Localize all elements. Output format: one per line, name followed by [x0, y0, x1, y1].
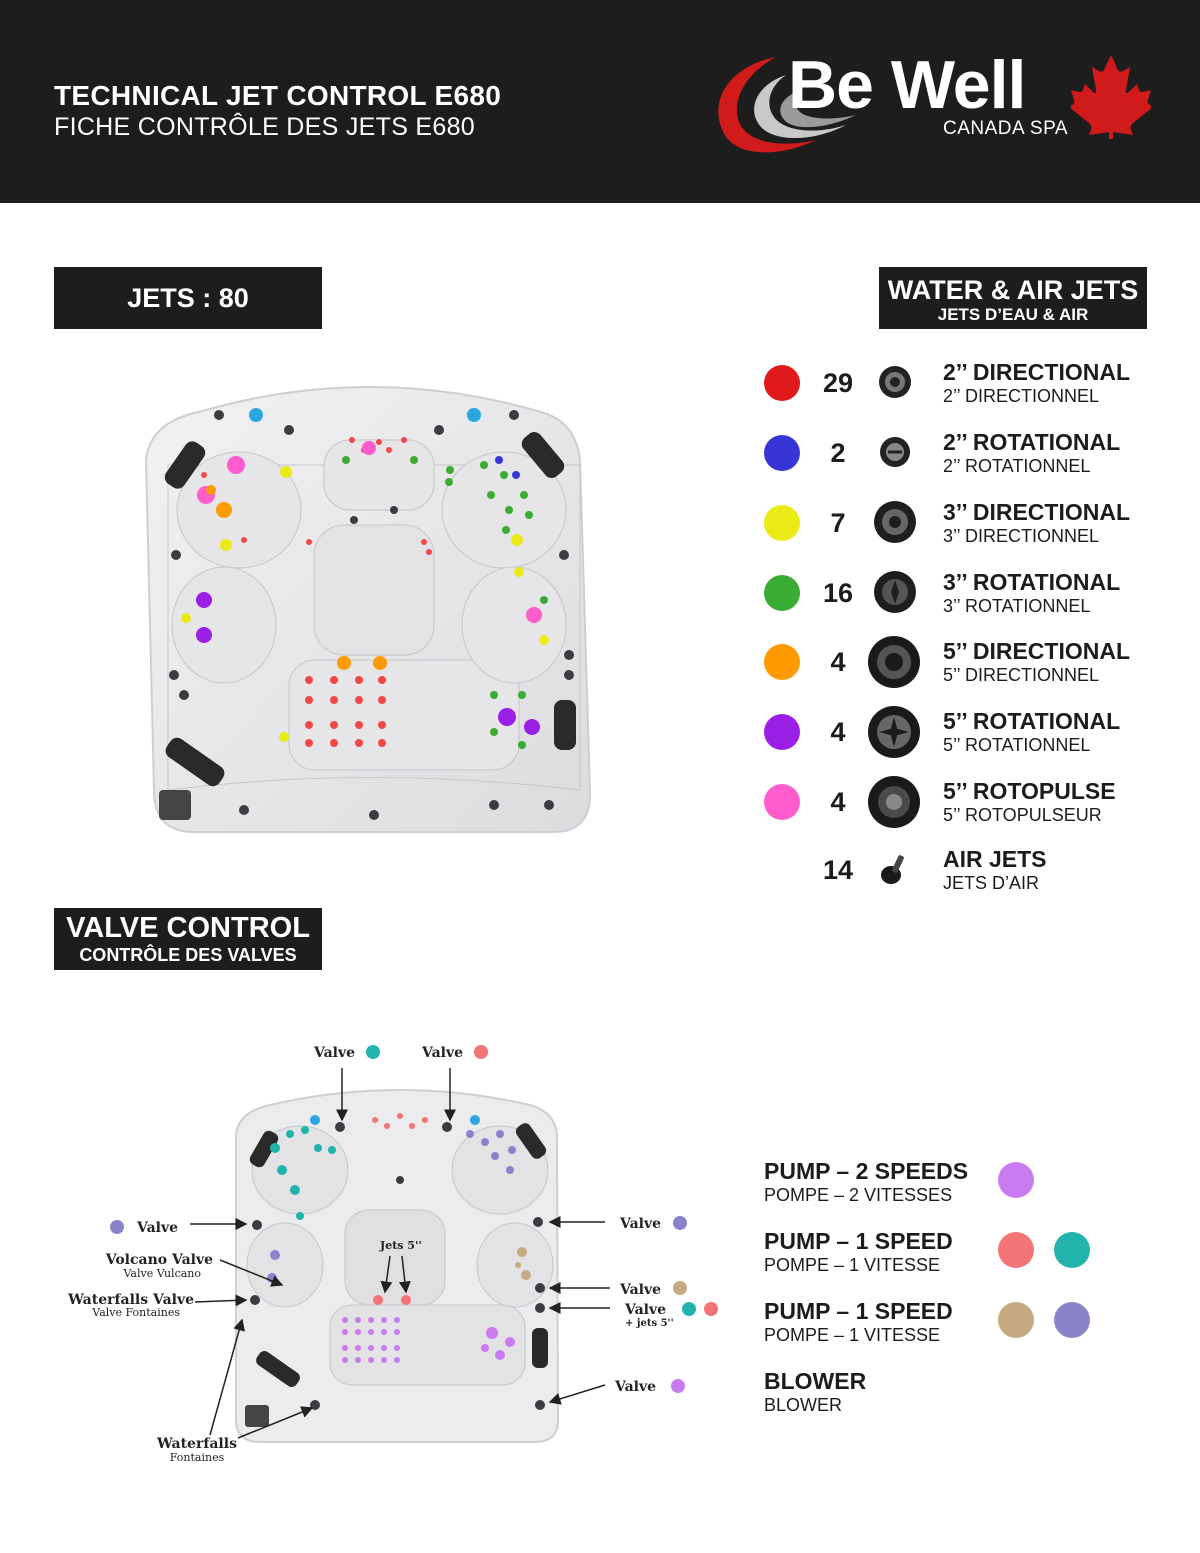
jet-legend-row: [760, 429, 1180, 489]
jets5-label: Jets 5'': [380, 1239, 422, 1252]
jet-legend-row: [760, 569, 1180, 629]
jet-name-fr: 3’’ ROTATIONNEL: [943, 596, 1091, 616]
directional-2in-jet-icon: [877, 364, 913, 400]
valve-knob: [249, 408, 263, 422]
legend-color-dot: [764, 714, 800, 750]
jet-count: 4: [830, 787, 846, 817]
spa-jet-layout-diagram: [124, 370, 616, 862]
valve-label: Valve: [422, 1045, 464, 1061]
jet-legend-row: [760, 638, 1180, 698]
valve-label: Valve: [137, 1220, 179, 1236]
lounger-seat: [330, 1305, 525, 1385]
legend-color-dot: [764, 644, 800, 680]
pump-name-en: BLOWER: [764, 1368, 867, 1394]
legend-color-dot: [764, 505, 800, 541]
volcano-valve-label: Volcano Valve: [105, 1252, 213, 1268]
pump-color-dot: [998, 1162, 1034, 1198]
rotational-5in-jet-icon: [867, 705, 921, 759]
jet-name-fr: JETS D’AIR: [943, 873, 1040, 893]
jet-name-en: 5’’ DIRECTIONAL: [943, 638, 1130, 664]
directional-3in-jet-icon: [873, 500, 917, 544]
valve-label: Valve: [314, 1045, 356, 1061]
pillow: [532, 1328, 548, 1368]
rotational-2in-jet-icon: [877, 434, 913, 470]
pump-name-fr: POMPE – 1 VITESSE: [764, 1255, 941, 1275]
jet-count: 7: [830, 508, 846, 538]
pump-legend-row: [764, 1298, 1184, 1358]
valve-label: Valve: [625, 1302, 667, 1318]
valve-control-title: VALVE CONTROL: [66, 912, 310, 944]
pump-color-dot: [1054, 1302, 1090, 1338]
maple-leaf-icon: [1071, 53, 1151, 139]
jet-legend-row: [760, 499, 1180, 559]
legend-color-dot: [764, 435, 800, 471]
jet-name-en: 5’’ ROTATIONAL: [943, 708, 1121, 734]
jet-name-fr: 5’’ DIRECTIONNEL: [943, 665, 1100, 685]
jet-name-en: 2’’ DIRECTIONAL: [943, 359, 1130, 385]
jets-total-box: JETS : 80: [54, 267, 322, 329]
rotational-3in-jet-icon: [873, 570, 917, 614]
water-air-title: WATER & AIR JETS: [887, 275, 1139, 305]
valve-color-dot: [673, 1216, 687, 1230]
valve-color-dot: [704, 1302, 718, 1316]
logo-wordmark: Be Well: [788, 47, 1026, 123]
page-subtitle: FICHE CONTRÔLE DES JETS E680: [54, 113, 475, 141]
seat-right: [462, 567, 566, 683]
valve-label: Valve: [615, 1379, 657, 1395]
jet-count: 4: [830, 647, 846, 677]
footwell: [314, 525, 434, 655]
pump-name-en: PUMP – 1 SPEED: [764, 1298, 953, 1324]
jet-name-en: 3’’ DIRECTIONAL: [943, 499, 1130, 525]
header-banner: [0, 0, 1200, 203]
seat-left: [247, 1223, 323, 1307]
valve-color-dot: [366, 1045, 380, 1059]
valve-color-dot: [474, 1045, 488, 1059]
pump-color-dot: [998, 1232, 1034, 1268]
valve-knob: [310, 1115, 320, 1125]
valve-control-box: [54, 908, 322, 970]
pump-color-dot: [1054, 1232, 1090, 1268]
legend-color-dot: [764, 365, 800, 401]
jet-count: 16: [822, 578, 854, 608]
be-well-logo: [706, 45, 1156, 165]
footwell: [345, 1210, 445, 1305]
waterfalls-valve-label: Waterfalls Valve: [68, 1292, 194, 1308]
valve-color-dot: [671, 1379, 685, 1393]
pump-legend-row: [764, 1158, 1184, 1218]
jet-name-fr: 2’’ DIRECTIONNEL: [943, 386, 1100, 406]
valve-color-dot: [682, 1302, 696, 1316]
spa-valve-diagram: [60, 1030, 760, 1470]
valve-knob: [470, 1115, 480, 1125]
jet-count: 29: [822, 368, 854, 398]
pump-name-fr: POMPE – 1 VITESSE: [764, 1325, 941, 1345]
valve-label: Valve: [620, 1216, 662, 1232]
control-panel: [245, 1405, 269, 1427]
legend-color-dot: [764, 575, 800, 611]
waterfalls-valve-label-fr: Valve Fontaines: [92, 1306, 180, 1319]
pump-name-fr: POMPE – 2 VITESSES: [764, 1185, 953, 1205]
pillow: [554, 700, 576, 750]
jet-name-en: AIR JETS: [943, 846, 1047, 872]
valve-color-dot: [673, 1281, 687, 1295]
legend-color-dot: [764, 784, 800, 820]
logo-subtitle: CANADA SPA: [943, 118, 1069, 139]
jet-legend-row: [760, 846, 1180, 906]
valve-control-subtitle: CONTRÔLE DES VALVES: [79, 945, 297, 965]
valve-knob: [467, 408, 481, 422]
pump-legend-row: [764, 1368, 1184, 1428]
valve-label: Valve: [620, 1282, 662, 1298]
jet-name-en: 5’’ ROTOPULSE: [943, 778, 1116, 804]
pump-name-en: PUMP – 2 SPEEDS: [764, 1158, 969, 1184]
jet-name-fr: 3’’ DIRECTIONNEL: [943, 526, 1100, 546]
jet-name-en: 3’’ ROTATIONAL: [943, 569, 1121, 595]
water-air-subtitle: JETS D’EAU & AIR: [937, 305, 1089, 324]
directional-5in-jet-icon: [867, 635, 921, 689]
water-air-jets-box: [879, 267, 1147, 329]
pump-color-dot: [998, 1302, 1034, 1338]
jet-legend-row: [760, 359, 1180, 419]
pump-name-fr: BLOWER: [764, 1395, 843, 1415]
page-title: TECHNICAL JET CONTROL E680: [54, 80, 502, 111]
jet-legend-row: [760, 778, 1180, 838]
plus-jets5-label: + jets 5'': [625, 1318, 674, 1329]
waterfalls-label: Waterfalls: [157, 1436, 237, 1452]
seat-left: [172, 567, 276, 683]
volcano-valve-label-fr: Valve Vulcano: [123, 1267, 201, 1280]
jet-name-en: 2’’ ROTATIONAL: [943, 429, 1121, 455]
control-panel: [159, 790, 191, 820]
jet-name-fr: 5’’ ROTOPULSEUR: [943, 805, 1102, 825]
jet-count: 2: [830, 438, 846, 468]
jet-legend-row: [760, 708, 1180, 768]
rotopulse-5in-jet-icon: [867, 775, 921, 829]
lounger-seat: [289, 660, 519, 770]
jet-count: 4: [830, 717, 846, 747]
seat-top-center: [324, 440, 434, 510]
jet-name-fr: 2’’ ROTATIONNEL: [943, 456, 1091, 476]
pump-legend-row: [764, 1228, 1184, 1288]
jet-name-fr: 5’’ ROTATIONNEL: [943, 735, 1091, 755]
jet-count: 14: [822, 855, 854, 885]
air-jet-icon: [877, 851, 913, 887]
pump-name-en: PUMP – 1 SPEED: [764, 1228, 953, 1254]
waterfalls-label-fr: Fontaines: [169, 1451, 225, 1464]
valve-color-dot: [110, 1220, 124, 1234]
